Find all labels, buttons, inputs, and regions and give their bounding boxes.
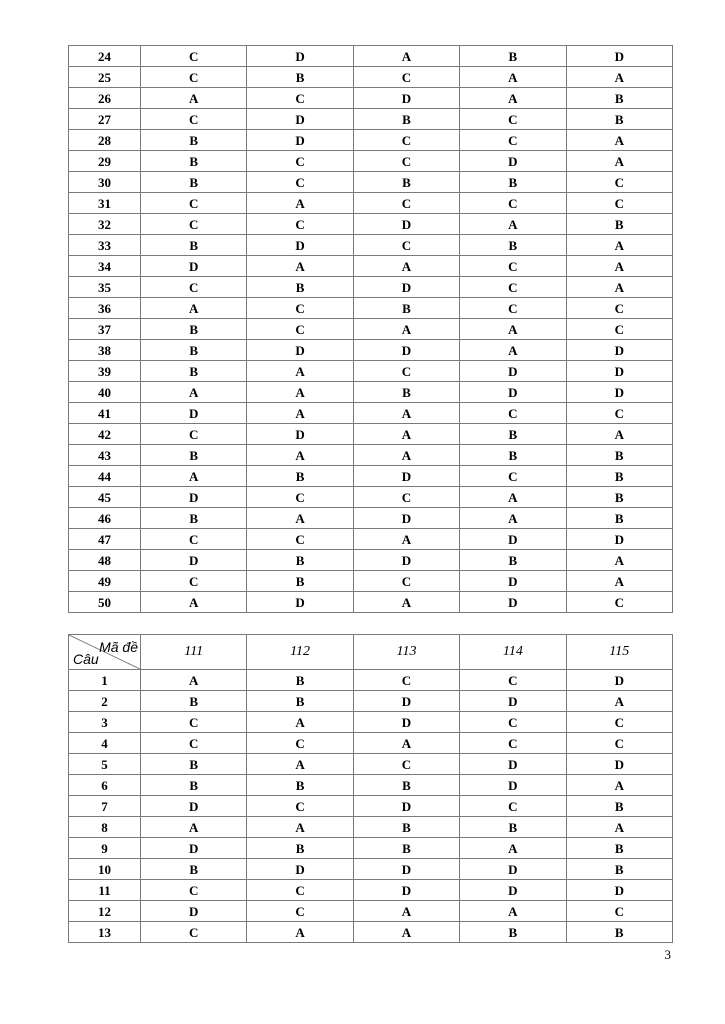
answer-cell: A	[353, 403, 459, 424]
answer-cell: D	[247, 109, 353, 130]
answer-cell: C	[141, 193, 247, 214]
question-number: 41	[69, 403, 141, 424]
answer-cell: C	[141, 109, 247, 130]
answer-cell: D	[247, 46, 353, 67]
answer-cell: C	[247, 319, 353, 340]
table-row	[69, 859, 673, 880]
answer-table-continued	[68, 45, 673, 613]
header-corner-cell	[69, 635, 141, 670]
table-row	[69, 901, 673, 922]
answer-cell: D	[460, 151, 566, 172]
question-number: 45	[69, 487, 141, 508]
answer-cell: A	[141, 466, 247, 487]
answer-cell: D	[460, 382, 566, 403]
answer-cell: A	[566, 571, 672, 592]
answer-cell: B	[247, 838, 353, 859]
answer-cell: B	[460, 445, 566, 466]
answer-cell: B	[141, 151, 247, 172]
question-number: 5	[69, 754, 141, 775]
table-row	[69, 214, 673, 235]
answer-cell: A	[566, 550, 672, 571]
answer-cell: A	[353, 445, 459, 466]
table-row	[69, 151, 673, 172]
table-row	[69, 733, 673, 754]
answer-cell: A	[247, 922, 353, 943]
answer-cell: A	[141, 382, 247, 403]
question-number: 11	[69, 880, 141, 901]
question-number: 27	[69, 109, 141, 130]
table-row	[69, 712, 673, 733]
question-number: 26	[69, 88, 141, 109]
answer-cell: B	[141, 691, 247, 712]
exam-code-header: 111	[141, 635, 247, 670]
answer-cell: D	[353, 691, 459, 712]
table-row	[69, 880, 673, 901]
answer-cell: D	[247, 340, 353, 361]
table-row	[69, 775, 673, 796]
answer-cell: B	[353, 382, 459, 403]
answer-cell: C	[353, 67, 459, 88]
answer-cell: A	[141, 298, 247, 319]
question-number: 32	[69, 214, 141, 235]
answer-cell: B	[141, 754, 247, 775]
question-number: 8	[69, 817, 141, 838]
question-number: 10	[69, 859, 141, 880]
question-number: 40	[69, 382, 141, 403]
answer-cell: B	[460, 46, 566, 67]
answer-cell: A	[353, 256, 459, 277]
answer-cell: A	[566, 817, 672, 838]
answer-cell: C	[353, 130, 459, 151]
answer-cell: A	[566, 235, 672, 256]
answer-table-header	[69, 635, 673, 670]
answer-cell: A	[460, 901, 566, 922]
answer-cell: A	[353, 733, 459, 754]
answer-cell: D	[247, 592, 353, 613]
answer-cell: A	[247, 817, 353, 838]
answer-cell: B	[566, 487, 672, 508]
answer-cell: D	[141, 256, 247, 277]
question-number: 38	[69, 340, 141, 361]
answer-cell: D	[460, 880, 566, 901]
answer-cell: A	[247, 754, 353, 775]
answer-cell: A	[460, 340, 566, 361]
answer-cell: D	[353, 508, 459, 529]
answer-cell: D	[460, 529, 566, 550]
answer-cell: B	[141, 340, 247, 361]
table-row	[69, 403, 673, 424]
answer-cell: B	[460, 922, 566, 943]
answer-cell: D	[566, 340, 672, 361]
answer-cell: A	[247, 403, 353, 424]
answer-cell: B	[141, 775, 247, 796]
answer-cell: A	[353, 319, 459, 340]
question-number: 39	[69, 361, 141, 382]
answer-cell: B	[141, 445, 247, 466]
answer-cell: B	[566, 922, 672, 943]
answer-cell: D	[566, 880, 672, 901]
answer-cell: C	[141, 712, 247, 733]
answer-cell: C	[141, 571, 247, 592]
answer-cell: B	[566, 796, 672, 817]
question-number: 9	[69, 838, 141, 859]
answer-cell: C	[460, 466, 566, 487]
answer-cell: B	[566, 466, 672, 487]
table-row	[69, 109, 673, 130]
answer-cell: C	[460, 298, 566, 319]
answer-cell: B	[460, 172, 566, 193]
answer-cell: B	[566, 859, 672, 880]
answer-cell: C	[460, 109, 566, 130]
answer-cell: D	[460, 754, 566, 775]
answer-cell: B	[460, 424, 566, 445]
table-row	[69, 382, 673, 403]
answer-cell: B	[247, 550, 353, 571]
answer-cell: B	[247, 466, 353, 487]
answer-cell: B	[247, 775, 353, 796]
question-number: 7	[69, 796, 141, 817]
answer-cell: A	[247, 445, 353, 466]
table-row	[69, 817, 673, 838]
table-row	[69, 754, 673, 775]
answer-cell: A	[141, 670, 247, 691]
answer-cell: B	[460, 550, 566, 571]
answer-table-body	[69, 670, 673, 943]
answer-cell: A	[353, 592, 459, 613]
answer-cell: B	[353, 775, 459, 796]
answer-cell: D	[353, 796, 459, 817]
question-number: 43	[69, 445, 141, 466]
answer-cell: C	[566, 172, 672, 193]
answer-cell: C	[566, 319, 672, 340]
answer-cell: C	[460, 256, 566, 277]
answer-cell: B	[247, 571, 353, 592]
answer-cell: C	[141, 733, 247, 754]
table-row	[69, 670, 673, 691]
answer-cell: B	[141, 361, 247, 382]
table-row	[69, 235, 673, 256]
question-number: 46	[69, 508, 141, 529]
answer-cell: C	[247, 298, 353, 319]
question-label: Câu	[73, 651, 99, 667]
exam-code-header: 114	[460, 635, 566, 670]
question-number: 4	[69, 733, 141, 754]
answer-cell: C	[460, 403, 566, 424]
answer-cell: D	[566, 361, 672, 382]
answer-cell: D	[460, 592, 566, 613]
answer-cell: B	[247, 691, 353, 712]
answer-cell: C	[460, 193, 566, 214]
answer-cell: C	[141, 529, 247, 550]
answer-cell: B	[247, 277, 353, 298]
answer-cell: C	[247, 88, 353, 109]
answer-cell: D	[141, 838, 247, 859]
question-number: 48	[69, 550, 141, 571]
answer-cell: B	[141, 508, 247, 529]
answer-cell: D	[353, 466, 459, 487]
answer-cell: A	[566, 277, 672, 298]
table-row	[69, 67, 673, 88]
answer-cell: C	[566, 298, 672, 319]
answer-cell: B	[566, 838, 672, 859]
question-number: 29	[69, 151, 141, 172]
answer-cell: B	[141, 235, 247, 256]
answer-cell: C	[353, 193, 459, 214]
answer-cell: B	[141, 130, 247, 151]
answer-cell: D	[353, 214, 459, 235]
table-row	[69, 922, 673, 943]
answer-cell: C	[353, 151, 459, 172]
answer-cell: B	[353, 172, 459, 193]
table-row	[69, 487, 673, 508]
table-row	[69, 424, 673, 445]
answer-cell: B	[353, 838, 459, 859]
answer-cell: B	[141, 172, 247, 193]
answer-cell: C	[566, 193, 672, 214]
answer-cell: A	[247, 361, 353, 382]
question-number: 47	[69, 529, 141, 550]
answer-cell: A	[460, 214, 566, 235]
table-row	[69, 298, 673, 319]
answer-cell: A	[353, 46, 459, 67]
answer-cell: C	[141, 922, 247, 943]
answer-cell: D	[353, 712, 459, 733]
exam-code-header: 115	[566, 635, 672, 670]
answer-cell: C	[353, 571, 459, 592]
question-number: 34	[69, 256, 141, 277]
table-row	[69, 172, 673, 193]
answer-cell: C	[141, 277, 247, 298]
answer-cell: C	[353, 754, 459, 775]
answer-cell: A	[566, 256, 672, 277]
answer-cell: D	[247, 859, 353, 880]
answer-cell: D	[353, 859, 459, 880]
answer-cell: D	[353, 880, 459, 901]
answer-cell: A	[460, 508, 566, 529]
answer-cell: A	[566, 775, 672, 796]
table-row	[69, 46, 673, 67]
answer-cell: C	[566, 403, 672, 424]
answer-cell: A	[566, 67, 672, 88]
question-number: 50	[69, 592, 141, 613]
table-row	[69, 277, 673, 298]
answer-cell: C	[141, 214, 247, 235]
answer-cell: A	[460, 487, 566, 508]
answer-cell: B	[566, 214, 672, 235]
answer-cell: A	[566, 424, 672, 445]
answer-cell: B	[353, 298, 459, 319]
question-number: 42	[69, 424, 141, 445]
answer-cell: C	[566, 901, 672, 922]
answer-cell: D	[566, 46, 672, 67]
answer-cell: C	[460, 712, 566, 733]
answer-cell: C	[247, 529, 353, 550]
answer-cell: C	[460, 277, 566, 298]
answer-cell: D	[566, 529, 672, 550]
question-number: 12	[69, 901, 141, 922]
answer-cell: A	[141, 88, 247, 109]
answer-cell: C	[353, 670, 459, 691]
answer-cell: B	[353, 817, 459, 838]
answer-cell: D	[566, 754, 672, 775]
answer-table-continued-body	[69, 46, 673, 613]
table-row	[69, 445, 673, 466]
answer-cell: C	[247, 487, 353, 508]
answer-cell: A	[247, 712, 353, 733]
answer-cell: C	[247, 796, 353, 817]
answer-cell: D	[247, 130, 353, 151]
answer-cell: D	[141, 403, 247, 424]
exam-code-label: Mã đề	[99, 639, 138, 655]
table-row	[69, 838, 673, 859]
answer-cell: C	[460, 130, 566, 151]
answer-cell: A	[566, 130, 672, 151]
table-row	[69, 193, 673, 214]
answer-cell: C	[247, 172, 353, 193]
exam-code-header: 113	[353, 635, 459, 670]
answer-cell: D	[141, 901, 247, 922]
answer-cell: B	[566, 445, 672, 466]
answer-cell: B	[141, 859, 247, 880]
question-number: 37	[69, 319, 141, 340]
answer-cell: D	[460, 859, 566, 880]
answer-cell: A	[460, 88, 566, 109]
table-row	[69, 130, 673, 151]
question-number: 6	[69, 775, 141, 796]
table-row	[69, 466, 673, 487]
question-number: 2	[69, 691, 141, 712]
answer-cell: C	[353, 235, 459, 256]
answer-cell: C	[141, 424, 247, 445]
answer-cell: B	[566, 508, 672, 529]
question-number: 1	[69, 670, 141, 691]
question-number: 25	[69, 67, 141, 88]
answer-cell: D	[353, 277, 459, 298]
answer-cell: C	[141, 46, 247, 67]
answer-cell: D	[141, 796, 247, 817]
answer-cell: A	[353, 901, 459, 922]
answer-cell: D	[353, 88, 459, 109]
question-number: 33	[69, 235, 141, 256]
answer-cell: C	[460, 796, 566, 817]
table-row	[69, 592, 673, 613]
answer-cell: A	[460, 838, 566, 859]
answer-cell: A	[353, 424, 459, 445]
table-row	[69, 796, 673, 817]
answer-cell: D	[460, 775, 566, 796]
answer-table	[68, 634, 673, 943]
answer-cell: D	[460, 361, 566, 382]
answer-cell: C	[247, 901, 353, 922]
answer-cell: D	[141, 550, 247, 571]
answer-cell: C	[353, 487, 459, 508]
table-row	[69, 319, 673, 340]
table-row	[69, 256, 673, 277]
answer-cell: A	[247, 382, 353, 403]
answer-cell: C	[141, 880, 247, 901]
answer-cell: C	[247, 151, 353, 172]
answer-cell: D	[566, 670, 672, 691]
question-number: 24	[69, 46, 141, 67]
answer-cell: C	[566, 712, 672, 733]
answer-cell: C	[566, 592, 672, 613]
question-number: 30	[69, 172, 141, 193]
exam-code-header: 112	[247, 635, 353, 670]
answer-cell: A	[460, 319, 566, 340]
page-number: 3	[664, 947, 671, 962]
question-number: 28	[69, 130, 141, 151]
answer-cell: B	[566, 88, 672, 109]
answer-cell: A	[353, 922, 459, 943]
answer-cell: C	[141, 67, 247, 88]
answer-cell: B	[141, 319, 247, 340]
answer-cell: A	[353, 529, 459, 550]
answer-cell: D	[460, 691, 566, 712]
answer-cell: A	[247, 193, 353, 214]
answer-cell: A	[247, 256, 353, 277]
answer-cell: D	[247, 235, 353, 256]
question-number: 49	[69, 571, 141, 592]
answer-cell: D	[247, 424, 353, 445]
table-row	[69, 340, 673, 361]
answer-cell: C	[460, 670, 566, 691]
answer-cell: B	[353, 109, 459, 130]
answer-cell: D	[460, 571, 566, 592]
question-number: 44	[69, 466, 141, 487]
answer-cell: C	[247, 214, 353, 235]
answer-cell: B	[460, 817, 566, 838]
answer-cell: C	[247, 880, 353, 901]
answer-cell: A	[460, 67, 566, 88]
table-row	[69, 361, 673, 382]
table-row	[69, 88, 673, 109]
answer-cell: B	[247, 670, 353, 691]
question-number: 13	[69, 922, 141, 943]
answer-cell: A	[566, 151, 672, 172]
answer-cell: A	[566, 691, 672, 712]
table-row	[69, 691, 673, 712]
answer-cell: A	[247, 508, 353, 529]
table-row	[69, 550, 673, 571]
table-row	[69, 508, 673, 529]
question-number: 31	[69, 193, 141, 214]
answer-cell: B	[460, 235, 566, 256]
question-number: 35	[69, 277, 141, 298]
answer-cell: A	[141, 817, 247, 838]
answer-cell: B	[247, 67, 353, 88]
answer-cell: D	[141, 487, 247, 508]
answer-cell: D	[353, 340, 459, 361]
question-number: 3	[69, 712, 141, 733]
answer-cell: B	[566, 109, 672, 130]
table-row	[69, 529, 673, 550]
answer-cell: D	[566, 382, 672, 403]
answer-cell: A	[141, 592, 247, 613]
question-number: 36	[69, 298, 141, 319]
answer-cell: C	[247, 733, 353, 754]
answer-cell: C	[353, 361, 459, 382]
answer-cell: D	[353, 550, 459, 571]
answer-cell: C	[460, 733, 566, 754]
table-row	[69, 571, 673, 592]
answer-cell: C	[566, 733, 672, 754]
